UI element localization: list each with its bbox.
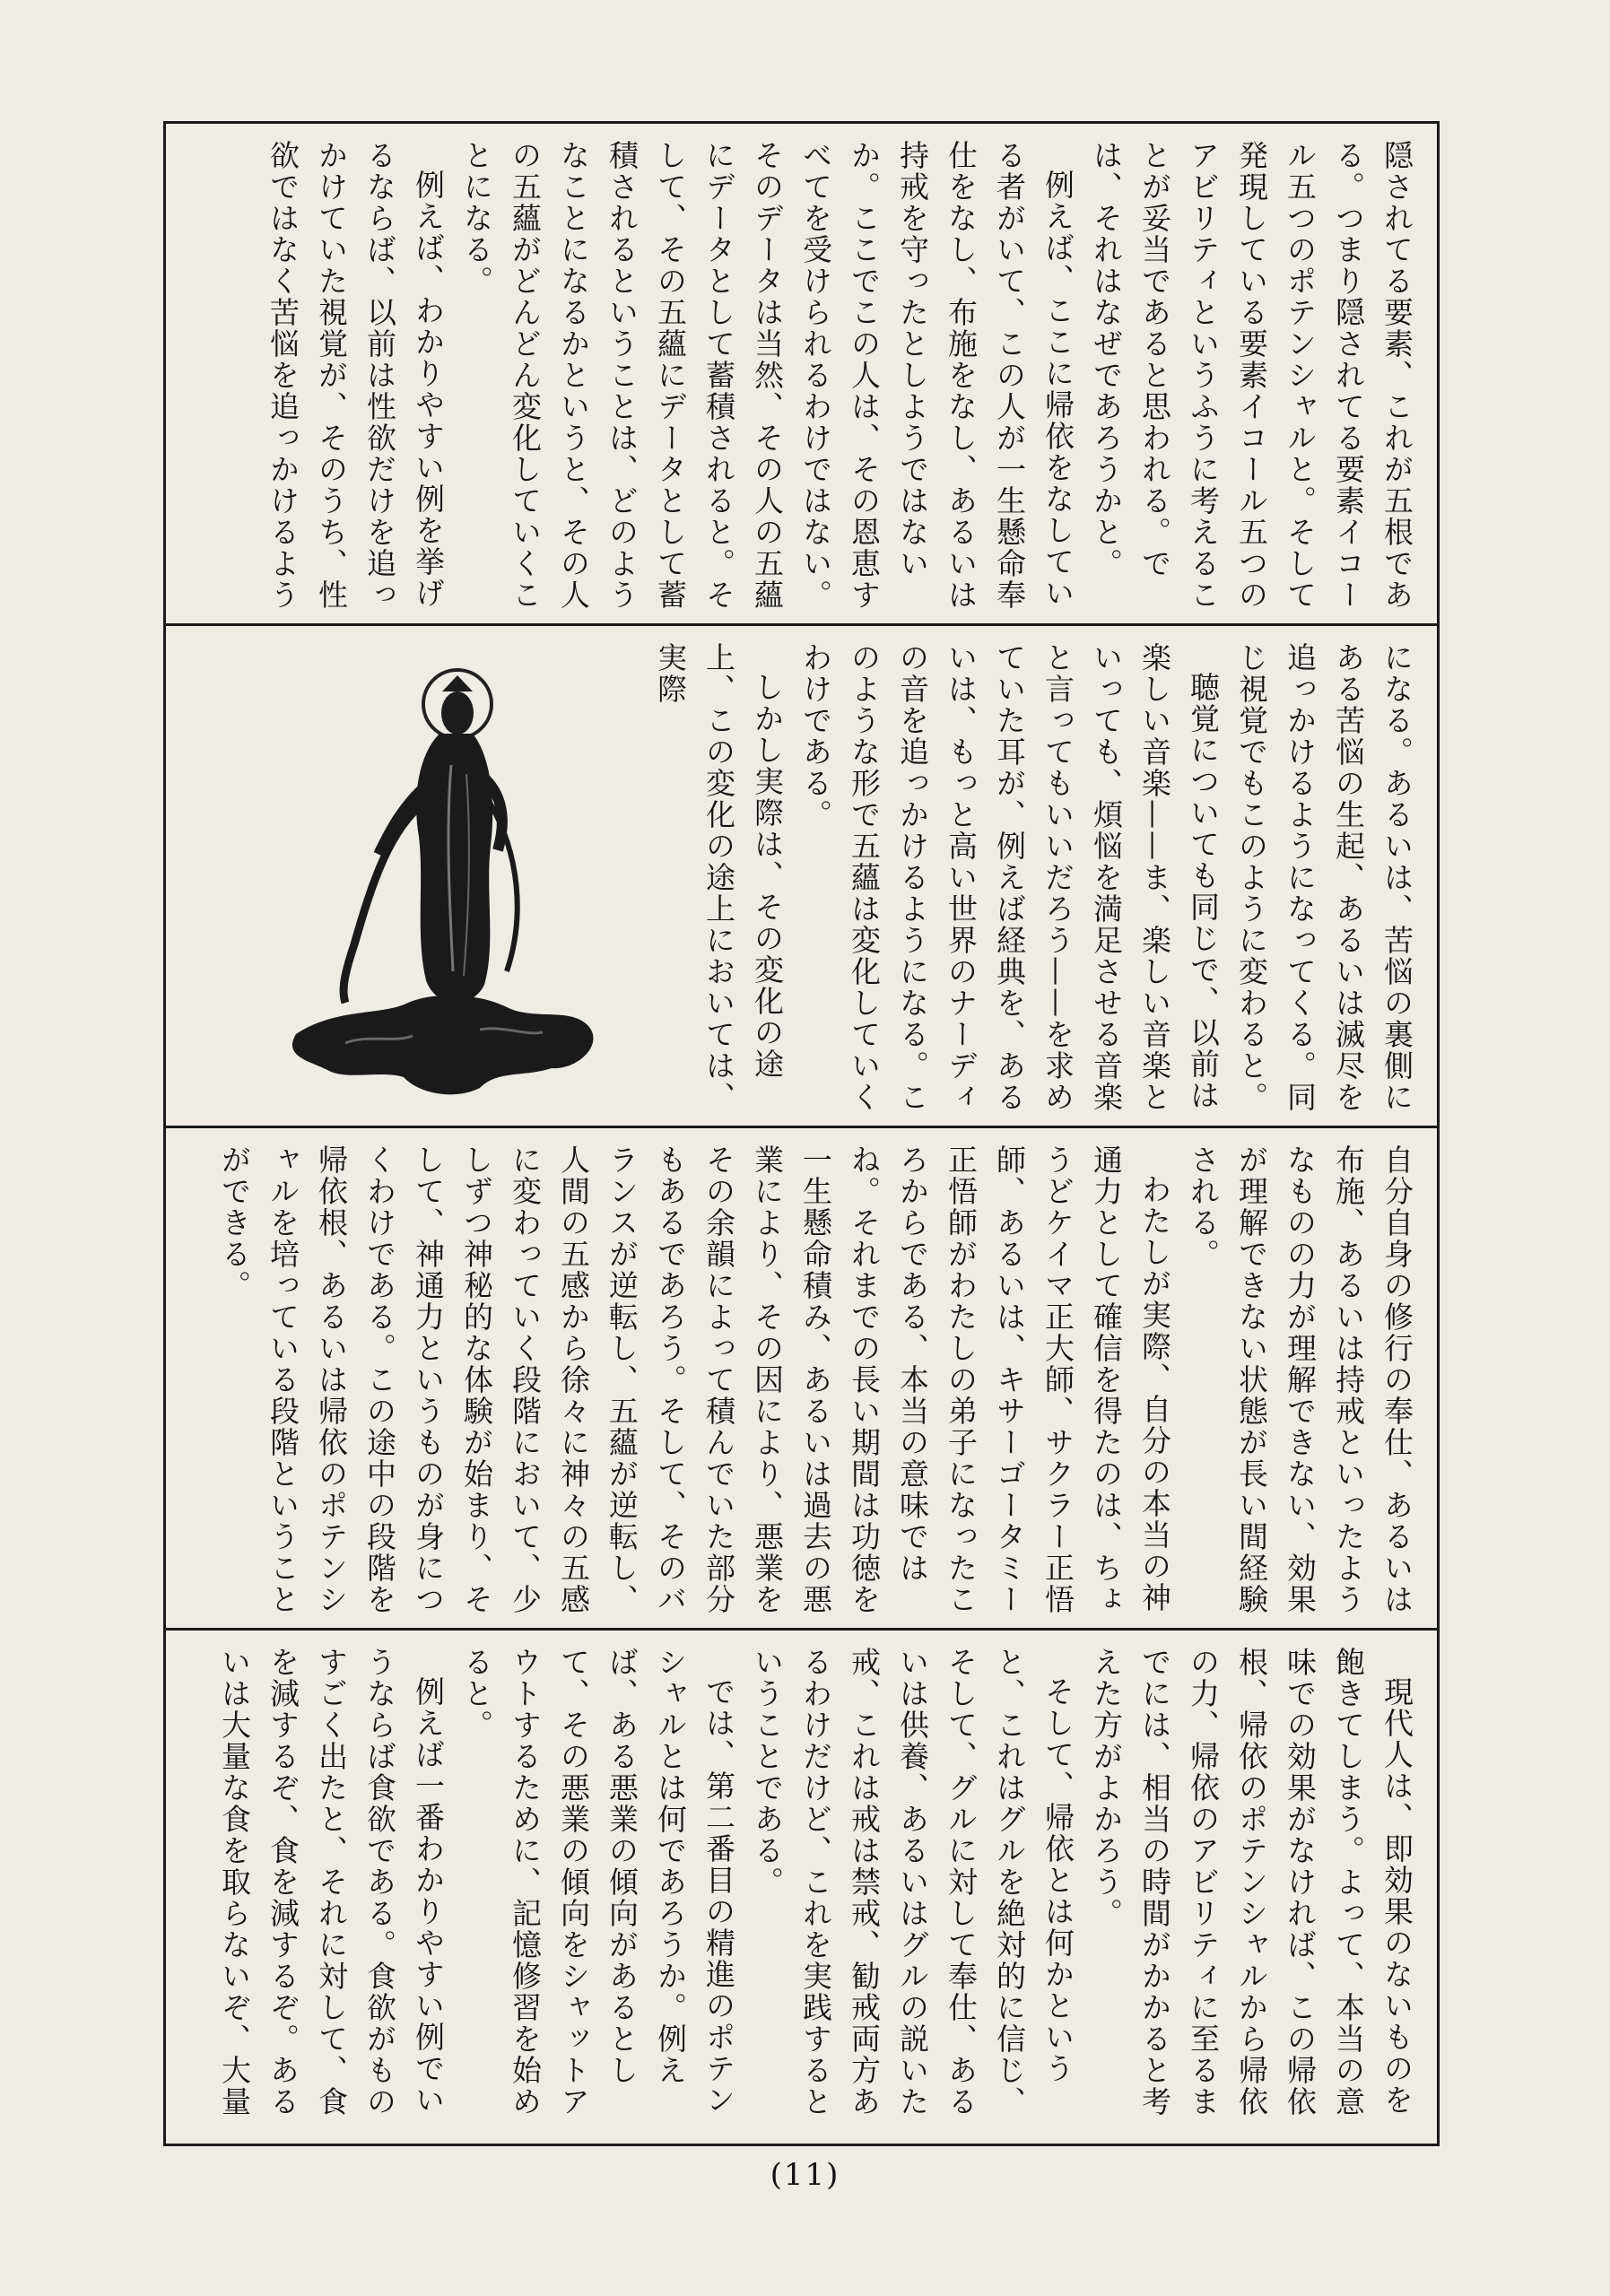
paragraph: 例えば一番わかりやすい例でいうならば食欲である。食欲がものすごく出たと、それに対して、食を減するぞ、食を減するぞ。あるいは大量な食を取らないぞ、大量	[217, 1647, 446, 2118]
paragraph: 聴覚についても同じで、以前は楽しい音楽——ま、楽しい音楽といっても、煩悩を満足させる音楽と言ってもいいだろう——を求めていた耳が、例えば経典を、あるいは、もっと高い世界のナーディの音を追っかけるようになる。このような形で五蘊は変化していくわけである。	[798, 642, 1221, 1113]
paragraph: 隠されてる要素、これが五根である。つまり隠されてる要素イコール五つのポテンシャルと。そして発現している要素イコール五つのアビリティというふうに考えることが妥当であると思われる。では、それはなぜであろうかと。	[1089, 140, 1414, 611]
paragraph: 例えば、わかりやすい例を挙げるならば、以前は性欲だけを追っかけていた視覚が、そのうち、性欲ではなく苦悩を追っかけるよう	[265, 140, 446, 611]
page-frame	[163, 121, 1440, 2146]
paragraph: 例えば、ここに帰依をなしている者がいて、この人が一生懸命奉仕をなし、布施をなし、あるいは持戒を守ったとしようではないか。ここでこの人は、その恩恵すべてを受けられるわけではない。そのデータは当然、その人の五蘊にデータとして蓄積されると。そして、その五蘊にデータとして蓄積されるということは、どのようなことになるかというと、その人の五蘊がどんどん変化していくことになる。	[459, 140, 1075, 611]
text-block-1	[166, 124, 1437, 626]
text-column	[182, 124, 1421, 623]
paragraph: 現代人は、即効果のないものを飽きてしまう。よって、本当の意味での効果がなければ、この帰依根、帰依のポテンシャルから帰依の力、帰依のアビリティに至るまでには、相当の時間がかかると考えた方がよかろう。	[1089, 1647, 1414, 2118]
paragraph: しかし実際は、その変化の途上、この変化の途上においては、実際	[653, 642, 785, 1113]
paragraph: わたしが実際、自分の本当の神通力として確信を得たのは、ちょうどケイマ正大師、サクラー正悟師、あるいは、キサーゴータミー正悟師がわたしの弟子になったころからである、本当の意味ではね。それまでの長い期間は功徳を一生懸命積み、あるいは過去の悪業により、その因により、悪業をその余韻によって積んでいた部分もあるであろう。そして、そのバランスが逆転し、五蘊が逆転し、人間の五感から徐々に神々の五感に変わっていく段階において、少しずつ神秘的な体験が始まり、そして、神通力というものが身につくわけである。この途中の段階を帰依根、あるいは帰依のポテンシャルを培っている段階ということができる。	[217, 1144, 1172, 1615]
paragraph: になる。あるいは、苦悩の裏側にある苦悩の生起、あるいは滅尽を追っかけるようになってくる。同じ視覚でもこのように変わると。	[1234, 642, 1414, 1113]
text-block-3	[166, 1128, 1437, 1631]
text-column	[182, 1631, 1421, 2146]
kannon-statue-illustration	[211, 648, 659, 1106]
paragraph: 自分自身の修行の奉仕、あるいは布施、あるいは持戒といったようなものの力が理解できない、効果が理解できない状態が長い間経験される。	[1186, 1144, 1414, 1615]
text-block-4	[166, 1631, 1437, 2146]
text-column	[182, 1128, 1421, 1628]
text-column	[653, 626, 1421, 1126]
text-block-2	[166, 626, 1437, 1128]
paragraph: そして、帰依とは何かというと、これはグルを絶対的に信じ、そして、グルに対して奉仕、あるいは供養、あるいはグルの説いた戒、これは戒は禁戒、勧戒両方あるわけだけど、これを実践するということである。	[750, 1647, 1075, 2118]
page-number: (11)	[770, 2157, 840, 2193]
paragraph: では、第二番目の精進のポテンシャルとは何であろうか。例えば、ある悪業の傾向があるとして、その悪業の傾向をシャットアウトするために、記憶修習を始めると。	[459, 1647, 736, 2118]
